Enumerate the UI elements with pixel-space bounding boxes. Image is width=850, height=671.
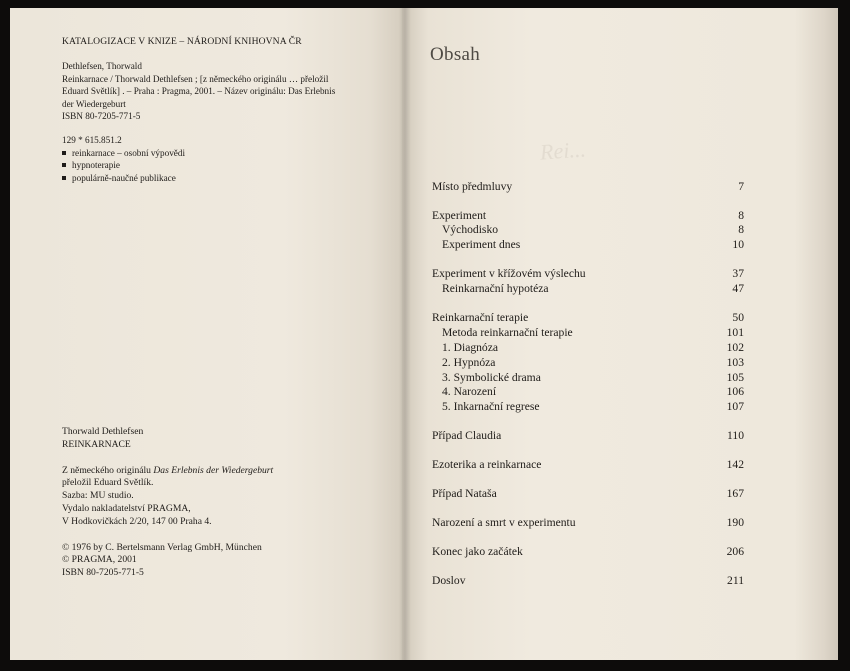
toc-entry: Doslov 211 [432,574,744,587]
toc-entry: Případ Claudia 110 [432,429,744,442]
toc-entry: Narození a smrt v experimentu 190 [432,516,744,529]
catalog-line: Reinkarnace / Thorwald Dethlefsen ; [z německého originálu … přeložil [62,73,329,84]
original-title: Das Erlebnis der Wiedergeburt [153,464,274,476]
bleed-through-text: Rei... [539,136,587,165]
toc-entry: Případ Nataša 167 [432,487,744,500]
toc-entry: Ezoterika a reinkarnace 142 [432,458,744,471]
catalog-line: ISBN 80-7205-771-5 [62,111,141,122]
toc-entry: 5. Inkarnační regrese 107 [442,400,744,413]
catalog-line: Eduard Světlík] . – Praha : Pragma, 2001. – Název originálu: Das Erlebnis [62,86,336,97]
toc-entry: 1. Diagnóza 102 [442,341,744,354]
catalog-header: KATALOGIZACE V KNIZE – NÁRODNÍ KNIHOVNA ČR [62,36,302,47]
toc-entry: Místo předmluvy 7 [432,180,744,193]
toc-entry: Reinkarnační terapie 50 [432,311,744,324]
toc-entry: Konec jako začátek 206 [432,545,744,558]
copyright-line: © 1976 by C. Bertelsmann Verlag GmbH, München [62,541,262,553]
toc-entry: 3. Symbolické drama 105 [442,371,744,384]
typesetting-line: Sazba: MU studio. [62,490,134,502]
toc-entry: Východisko 8 [442,223,744,236]
publisher-line: Vydalo nakladatelství PRAGMA, [62,502,191,514]
subject-item: populárně-naučné publikace [62,172,372,184]
translation-note: Z německého originálu Das Erlebnis der Wiedergeburt [62,464,274,476]
toc-entry: 2. Hypnóza 103 [442,356,744,369]
address-line: V Hodkovičkách 2/20, 147 00 Praha 4. [62,515,212,527]
subject-item: hypnoterapie [62,159,372,171]
catalog-line: der Wiedergeburt [62,98,126,109]
translator-line: přeložil Eduard Světlík. [62,477,154,489]
toc-entry: Experiment 8 [432,209,744,222]
toc-entry: Metoda reinkarnační terapie 101 [442,326,744,339]
toc-entry: Experiment v křížovém výslechu 37 [432,267,744,280]
catalog-line: Dethlefsen, Thorwald [62,61,142,72]
subject-item: reinkarnace – osobní výpovědi [62,147,372,159]
toc-entry: Experiment dnes 10 [442,238,744,251]
author-name: Thorwald Dethlefsen [62,426,144,437]
copyright-line: © PRAGMA, 2001 [62,554,137,566]
toc-title: Obsah [430,44,481,65]
toc-entry: Reinkarnační hypotéza 47 [442,282,744,295]
classification-code: 129 * 615.851.2 [62,135,122,146]
book-title: REINKARNACE [62,438,131,450]
toc-entry: 4. Narození 106 [442,385,744,398]
isbn-line: ISBN 80-7205-771-5 [62,567,144,579]
